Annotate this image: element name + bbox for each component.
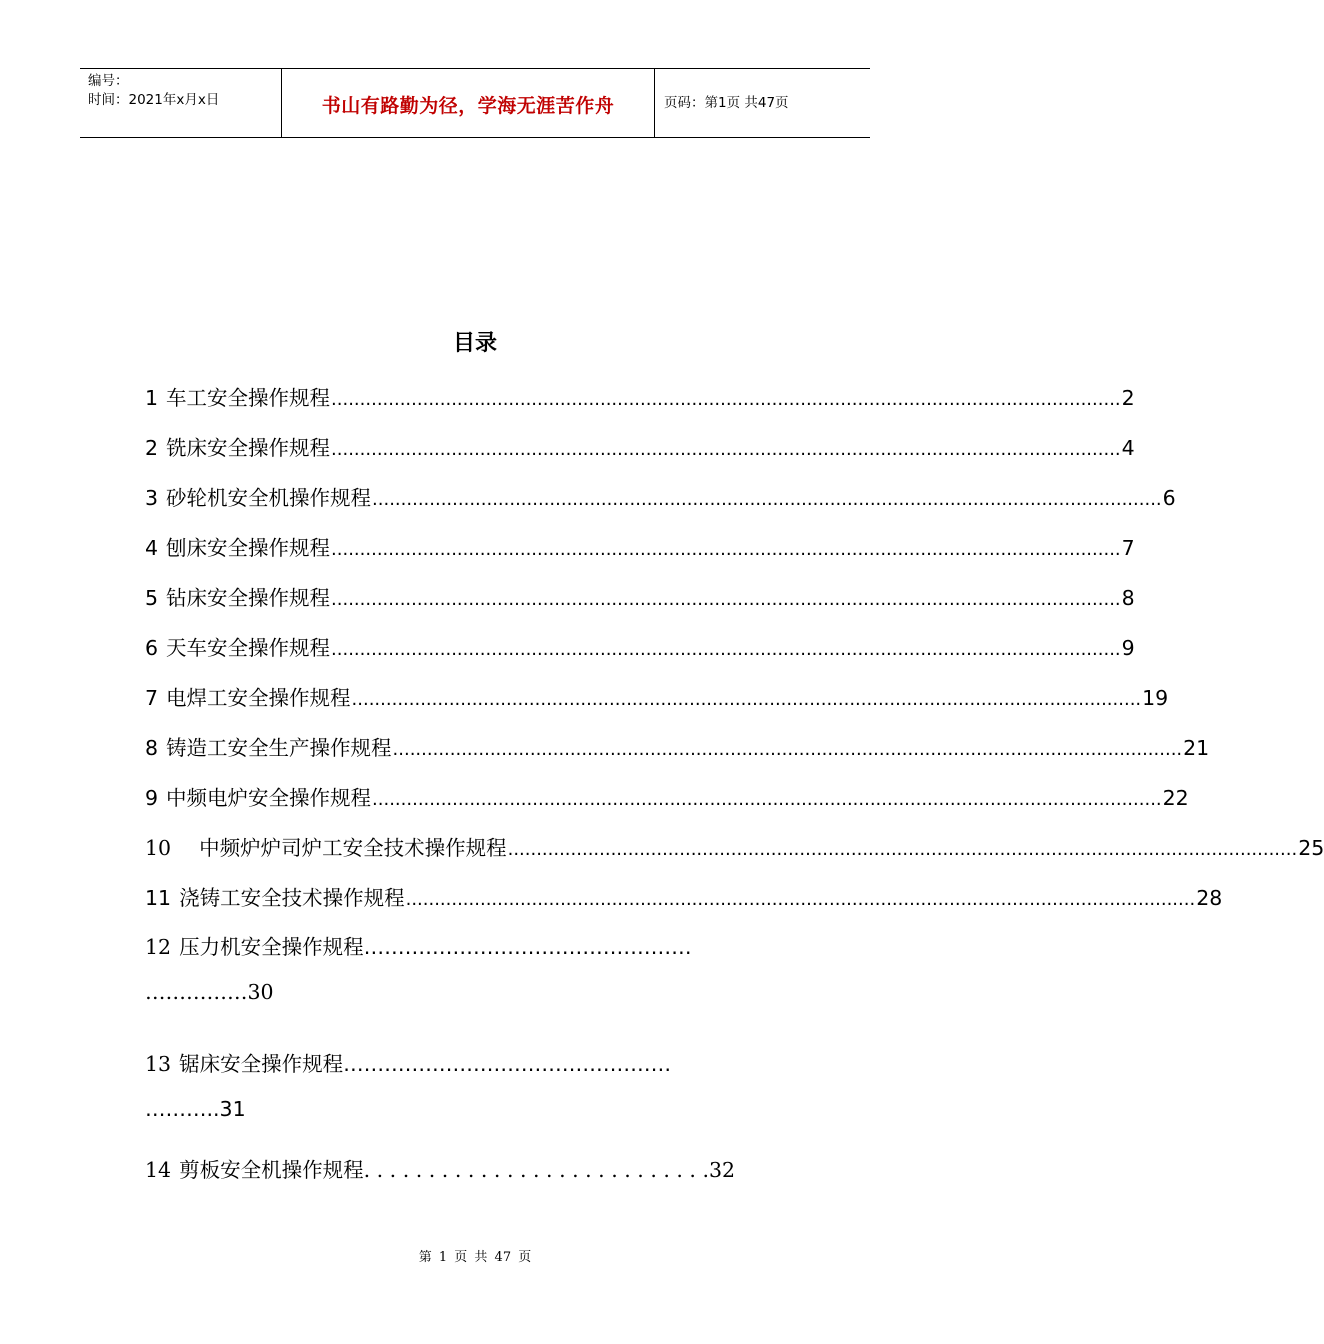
toc-entry-title: 浇铸工安全技术操作规程 xyxy=(179,886,405,910)
toc-entry-title: 剪板安全机操作规程 xyxy=(179,1158,364,1182)
header-motto-cell xyxy=(281,69,655,137)
toc-entry-title: 锯床安全操作规程 xyxy=(179,1052,344,1076)
toc-entry-page: 30 xyxy=(247,980,274,1004)
toc-leader-dots: …………… xyxy=(145,980,248,1004)
toc-entry[interactable] xyxy=(145,731,1210,761)
toc-leader-dots: .......................................................................................................................................... xyxy=(331,439,1121,460)
toc-entry[interactable] xyxy=(145,930,692,960)
toc-leader-dots: . . . . . . . . . . . . . . . . . . . . . . . . . . . xyxy=(363,1158,709,1182)
toc-leader-dots: ………………………………………… xyxy=(343,1052,672,1076)
toc-entry[interactable] xyxy=(145,431,1135,461)
toc-entry-number: 13 xyxy=(145,1052,172,1076)
toc-entry-title: 天车安全操作规程 xyxy=(166,636,331,660)
toc-entry-page: 8 xyxy=(1121,586,1135,610)
toc-entry[interactable] xyxy=(145,881,1223,911)
toc-entry-title: 铸造工安全生产操作规程 xyxy=(166,736,392,760)
toc-leader-dots: .......................................................................................................................................... xyxy=(331,589,1121,610)
toc-entry-page: 25 xyxy=(1298,836,1324,860)
header-meta-cell xyxy=(80,69,280,137)
toc-entry-number: 10 xyxy=(145,836,172,860)
toc-entry[interactable] xyxy=(145,831,1324,861)
header-page-cell xyxy=(654,69,870,137)
toc-entry-title: 中频电炉安全操作规程 xyxy=(166,786,372,810)
toc-entry-number: 4 xyxy=(145,536,159,560)
toc-leader-dots: .......................................................................................................................................... xyxy=(331,389,1121,410)
toc-entry-title: 铣床安全操作规程 xyxy=(166,436,331,460)
toc-entry[interactable] xyxy=(145,1153,735,1183)
toc-entry[interactable] xyxy=(145,581,1135,611)
toc-entry-page: 6 xyxy=(1162,486,1176,510)
toc-leader-dots: .......................................................................................................................................... xyxy=(392,739,1183,760)
toc-entry-title: 压力机安全操作规程 xyxy=(179,935,364,959)
toc-entry-number: 1 xyxy=(145,386,159,410)
page-footer: 第 1 页 共 47 页 xyxy=(418,1250,532,1265)
toc-entry[interactable] xyxy=(145,631,1135,661)
toc-entry-number: 5 xyxy=(145,586,159,610)
toc-entry-number: 3 xyxy=(145,486,159,510)
toc-entry-number: 14 xyxy=(145,1158,172,1182)
toc-entry[interactable] xyxy=(145,1047,671,1077)
toc-entry-number: 8 xyxy=(145,736,159,760)
toc-entry-number: 7 xyxy=(145,686,159,710)
toc-entry-title: 中频炉炉司炉工安全技术操作规程 xyxy=(199,836,507,860)
toc-entry-number: 9 xyxy=(145,786,159,810)
toc-leader-dots: ………. xyxy=(145,1097,214,1121)
toc-entry-number: 6 xyxy=(145,636,159,660)
page-info: 页码：第1页 共47页 xyxy=(664,95,789,111)
toc-entry-page: .31 xyxy=(213,1097,246,1121)
toc-entry-title: 刨床安全操作规程 xyxy=(166,536,331,560)
toc-entry-page: 9 xyxy=(1121,636,1135,660)
toc-leader-dots: .......................................................................................................................................... xyxy=(331,639,1121,660)
toc-leader-dots: .......................................................................................................................................... xyxy=(372,789,1162,810)
toc-entry[interactable] xyxy=(145,381,1135,411)
toc-entry-page: 4 xyxy=(1121,436,1135,460)
toc-entry-title: 砂轮机安全机操作规程 xyxy=(166,486,372,510)
toc-entry[interactable] xyxy=(145,781,1189,811)
toc-entry-number: 11 xyxy=(145,886,172,910)
toc-entry-page: 19 xyxy=(1142,686,1169,710)
toc-leader-dots: ………………………………………… xyxy=(363,935,692,959)
toc-title: 目录 xyxy=(452,331,497,356)
toc-entry[interactable] xyxy=(145,481,1176,511)
time-label: 时间：2021年x月x日 xyxy=(88,92,220,108)
toc-entry-continuation[interactable] xyxy=(145,980,274,1004)
toc-entry-page: 7 xyxy=(1121,536,1135,560)
toc-entry-page: 28 xyxy=(1196,886,1223,910)
toc-entry-title: 钻床安全操作规程 xyxy=(166,586,331,610)
toc-leader-dots: .......................................................................................................................................... xyxy=(405,889,1196,910)
toc-entry-title: 电焊工安全操作规程 xyxy=(166,686,351,710)
toc-leader-dots: .......................................................................................................................................... xyxy=(351,689,1142,710)
toc-entry-page: 22 xyxy=(1162,786,1189,810)
document-header xyxy=(80,68,870,138)
toc-entry-continuation[interactable] xyxy=(145,1097,246,1121)
toc-entry-page: 21 xyxy=(1183,736,1210,760)
toc-leader-dots: .......................................................................................................................................... xyxy=(507,839,1298,860)
toc-leader-dots: .......................................................................................................................................... xyxy=(372,489,1162,510)
motto-text: 书山有路勤为径，学海无涯苦作舟 xyxy=(321,95,615,117)
toc-leader-dots: .......................................................................................................................................... xyxy=(331,539,1121,560)
toc-entry[interactable] xyxy=(145,681,1169,711)
toc-entry-title: 车工安全操作规程 xyxy=(166,386,331,410)
toc-entry-page: 2 xyxy=(1121,386,1135,410)
number-label: 编号： xyxy=(88,73,129,89)
toc-entry-page: 32 xyxy=(708,1158,736,1182)
toc-entry[interactable] xyxy=(145,531,1135,561)
toc-entry-number: 12 xyxy=(145,935,172,959)
toc-entry-number: 2 xyxy=(145,436,159,460)
